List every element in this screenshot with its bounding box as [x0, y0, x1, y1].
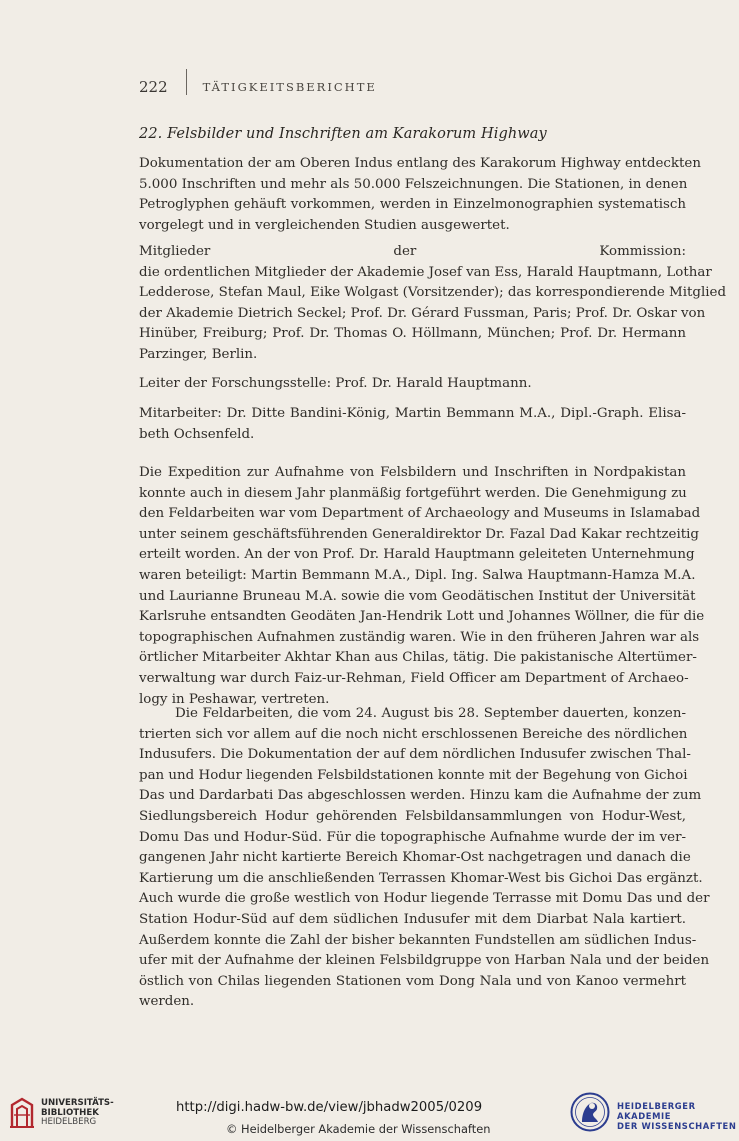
academy-name-line2: DER WISSENSCHAFTEN: [617, 1121, 737, 1131]
text-line: Dokumentation der am Oberen Indus entlang des Karakorum Highway entdeckten: [139, 156, 701, 171]
text-line: gangenen Jahr nicht kartierte Bereich Khomar-Ost nachgetragen und danach die: [139, 850, 691, 866]
text-line: vorgelegt und in vergleichenden Studien ausgewertet.: [139, 217, 510, 233]
text-line: den Feldarbeiten war vom Department of Archaeology and Museums in Islamabad: [139, 506, 701, 522]
text-line: Kartierung um die anschließenden Terrassen Khomar-West bis Gichoi Das ergänzt.: [139, 870, 703, 886]
text-line: Das und Dardarbati Das abgeschlossen werden. Hinzu kam die Aufnahme der zum: [139, 788, 702, 804]
text-line: konnte auch in diesem Jahr planmäßig fortgeführt werden. Die Genehmigung zu: [139, 485, 687, 501]
text-line: Die Expedition zur Aufnahme von Felsbildern und Inschriften in Nordpakistan: [139, 465, 686, 480]
header-divider: [186, 69, 187, 95]
text-line: Auch wurde die große westlich von Hodur liegende Terrasse mit Domu Das und der: [139, 891, 710, 907]
footer-bar: [0, 1080, 739, 1141]
paragraph-members: [139, 242, 727, 366]
copyright-notice: © Heidelberger Akademie der Wissenschaften: [226, 1122, 491, 1136]
text-line: beth Ochsenfeld.: [139, 426, 255, 442]
text-line: topographischen Aufnahmen zuständig waren. Wie in den früheren Jahren war als: [139, 629, 700, 645]
text-line: die ordentlichen Mitglieder der Akademie Josef van Ess, Harald Hauptmann, Lothar: [139, 264, 712, 280]
text-line: Siedlungsbereich Hodur gehörenden Felsbildansammlungen von Hodur-West,: [139, 808, 686, 824]
text-line: Ledderose, Stefan Maul, Eike Wolgast (Vorsitzender); das korrespondierende Mitglied: [139, 285, 727, 301]
paragraph-leader: [139, 374, 686, 395]
academy-name: [617, 1101, 739, 1131]
text-line: Hinüber, Freiburg; Prof. Dr. Thomas O. Höllmann, München; Prof. Dr. Hermann: [139, 326, 686, 342]
text-line: Station Hodur-Süd auf dem südlichen Indusufer mit dem Diarbat Nala kartiert.: [139, 911, 686, 927]
text-line: werden.: [139, 994, 195, 1010]
text-line: trierten sich vor allem auf die noch nicht erschlossenen Bereiche des nördlichen: [139, 726, 688, 742]
university-library-name: [41, 1099, 114, 1128]
text-line: Außerdem konnte die Zahl der bisher bekannten Fundstellen am südlichen Indus-: [139, 932, 697, 948]
text-line: pan und Hodur liegenden Felsbildstationen konnte mit der Begehung von Gichoi: [139, 767, 688, 783]
library-city: HEIDELBERG: [41, 1117, 97, 1128]
text-line: Die Feldarbeiten, die vom 24. August bis 28. September dauerten, konzen-: [175, 706, 686, 721]
text-line: östlich von Chilas liegenden Stationen vom Dong Nala und von Kanoo vermehrt: [139, 973, 686, 989]
text-line: erteilt worden. An der von Prof. Dr. Harald Hauptmann geleiteten Unternehmung: [139, 547, 695, 563]
academy-name-line1: HEIDELBERGER AKADEMIE: [617, 1101, 696, 1121]
text-line: Parzinger, Berlin.: [139, 346, 258, 362]
running-head: [139, 76, 377, 98]
library-name-line1: UNIVERSITÄTS-: [41, 1098, 114, 1108]
text-line: ufer mit der Aufnahme der kleinen Felsbildgruppe von Harban Nala und der beiden: [139, 953, 710, 969]
section-title: 22. Felsbilder und Inschriften am Karakorum Highway: [139, 126, 547, 142]
text-line: Mitarbeiter: Dr. Ditte Bandini-König, Martin Bemmann M.A., Dipl.-Graph. Elisa-: [139, 406, 686, 421]
text-line: örtlicher Mitarbeiter Akhtar Khan aus Chilas, tätig. Die pakistanische Altertümer-: [139, 650, 697, 666]
running-title: TÄTIGKEITSBERICHTE: [202, 80, 377, 94]
text-line: logy in Peshawar, vertreten.: [139, 691, 330, 707]
text-line: Domu Das und Hodur-Süd. Für die topographische Aufnahme wurde der im ver-: [139, 829, 686, 845]
text-line: Karlsruhe entsandten Geodäten Jan-Hendrik Lott und Johannes Wöllner, die für die: [139, 609, 705, 625]
page-number: 222: [139, 78, 168, 96]
text-line: und Laurianne Bruneau M.A. sowie die vom Geodätischen Institut der Universität: [139, 588, 696, 604]
text-line: verwaltung war durch Faiz-ur-Rehman, Field Officer am Department of Archaeo-: [139, 670, 689, 686]
library-name-line2: BIBLIOTHEK: [41, 1107, 99, 1118]
text-line: Petroglyphen gehäuft vorkommen, werden in Einzelmonographien systematisch: [139, 197, 686, 213]
text-line: waren beteiligt: Martin Bemmann M.A., Dipl. Ing. Salwa Hauptmann-Hamza M.A.: [139, 567, 696, 583]
academy-seal-icon: [570, 1092, 610, 1132]
text-line: der Akademie Dietrich Seckel; Prof. Dr. Gérard Fussman, Paris; Prof. Dr. Oskar von: [139, 305, 706, 321]
paragraph-expedition: [139, 463, 705, 710]
text-line: Indusufers. Die Dokumentation der auf dem nördlichen Indusufer zwischen Thal-: [139, 747, 691, 763]
paragraph-intro: [139, 154, 701, 236]
text-line: unter seinem geschäftsführenden Generaldirektor Dr. Fazal Dad Kakar rechtzeitig: [139, 526, 699, 542]
text-line: Leiter der Forschungsstelle: Prof. Dr. Harald Hauptmann.: [139, 376, 532, 391]
permalink-url[interactable]: http://digi.hadw-bw.de/view/jbhadw2005/0209: [176, 1100, 483, 1115]
paragraph-staff: [139, 404, 686, 445]
text-line: Mitglieder der Kommission:: [139, 244, 686, 259]
text-line: 5.000 Inschriften und mehr als 50.000 Felszeichnungen. Die Stationen, in denen: [139, 176, 688, 192]
paragraph-fieldwork: [139, 704, 710, 1013]
university-library-logo-icon: [8, 1097, 36, 1129]
